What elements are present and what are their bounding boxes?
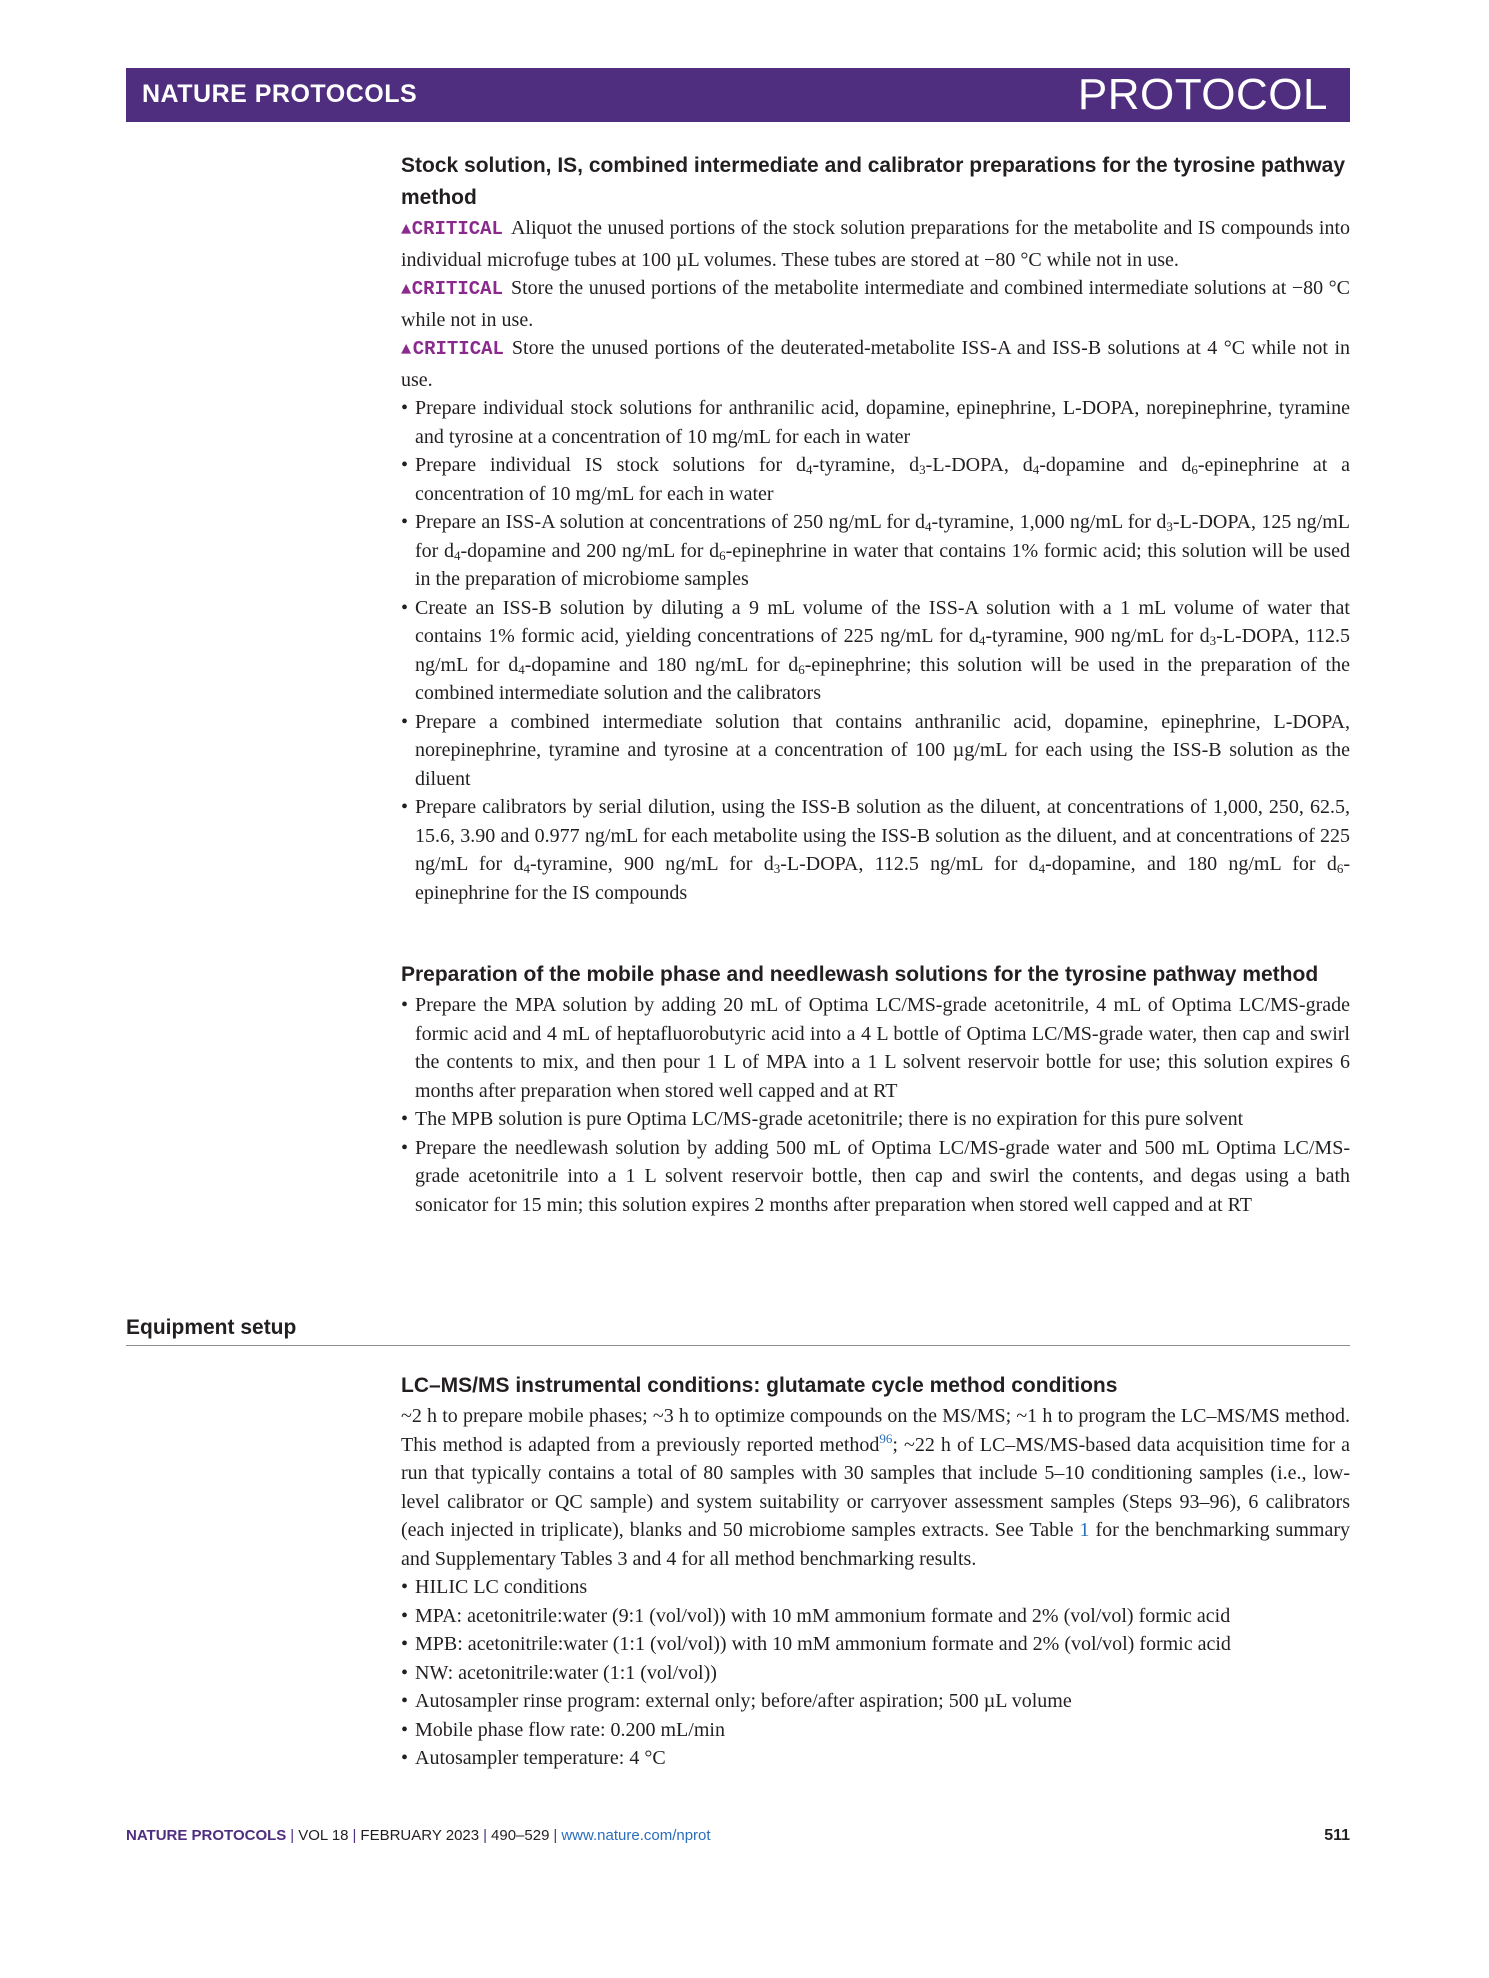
list-item: • Create an ISS-B solution by diluting a 9 mL volume of the ISS-A solution with a 1 mL volume of water that contains 1% formic acid, yielding concentrations of 225 ng/mL for $d_4$-tyramine, 900 ng/mL for $d_3-L$-DOPA, 112.5 ng/mL for $d_4$-dopamine and 180 ng/mL for $d_6$-epinephrine; this solution will be used in the preparation of the combined intermediate solution and the calibrators <box>401 594 1350 708</box>
list-item: • Autosampler rinse program: external only; before/after aspiration; 500 µL volume <box>401 1687 1350 1716</box>
section-lc-ms-conditions <box>401 1370 1350 1773</box>
list-item: • MPB: acetonitrile:water (1:1 (vol/vol)) with 10 mM ammonium formate and 2% (vol/vol) formic acid <box>401 1630 1350 1659</box>
page-number: 511 <box>1324 1827 1350 1844</box>
critical-label: ▲CRITICAL <box>401 218 503 240</box>
critical-triangle-icon: ▲ <box>401 281 412 300</box>
step-list <box>401 991 1350 1219</box>
critical-note: ▲CRITICAL Store the unused portions of the deuterated-metabolite ISS-A and ISS-B solutions at 4 °C while not in use. <box>401 337 1351 391</box>
list-item: • HILIC LC conditions <box>401 1573 1350 1602</box>
journal-name: NATURE PROTOCOLS <box>142 80 418 108</box>
footer-issue: FEBRUARY 2023 <box>360 1827 480 1844</box>
equipment-setup-heading: Equipment setup <box>126 1316 297 1339</box>
step-list <box>401 394 1350 907</box>
page-footer: NATURE PROTOCOLS | VOL 18 | FEBRUARY 2023 | 490–529 | www.nature.com/nprot 511 <box>126 1827 1350 1844</box>
footer-volume: VOL 18 <box>298 1827 349 1844</box>
list-item: • Prepare calibrators by serial dilution, using the ISS-B solution as the diluent, at concentrations of 1,000, 250, 62.5, 15.6, 3.90 and 0.977 ng/mL for each metabolite using the ISS-B solution as the diluent, and at concentrations of 225 ng/mL for $d_4$-tyramine, 900 ng/mL for $d_3-L$-DOPA, 112.5 ng/mL for $d_4$-dopamine, and 180 ng/mL for $d_6$-epinephrine for the IS compounds <box>401 793 1350 907</box>
list-item: • Prepare the needlewash solution by adding 500 mL of Optima LC/MS-grade water and 500 mL Optima LC/MS-grade acetonitrile into a 1 L solvent reservoir bottle, then cap and swirl the contents, and degas using a bath sonicator for 15 min; this solution expires 2 months after preparation when stored well capped and at RT <box>401 1134 1350 1220</box>
section-title: LC–MS/MS instrumental conditions: glutamate cycle method conditions <box>401 1374 1118 1397</box>
list-item: • Mobile phase flow rate: 0.200 mL/min <box>401 1716 1350 1745</box>
section-divider <box>126 1345 1350 1346</box>
list-item: • Prepare individual IS stock solutions for $d_4$-tyramine, $d_3-L$-DOPA, $d_4$-dopamine and $d_6$-epinephrine at a concentration of 10 mg/mL for each in water <box>401 451 1350 508</box>
footer-journal: NATURE PROTOCOLS <box>126 1827 287 1844</box>
critical-note: ▲CRITICAL Aliquot the unused portions of the stock solution preparations for the metabolite and IS compounds into individual microfuge tubes at 100 µL volumes. These tubes are stored at −80 °C while not in use. <box>401 217 1350 271</box>
list-item: • MPA: acetonitrile:water (9:1 (vol/vol)) with 10 mM ammonium formate and 2% (vol/vol) formic acid <box>401 1602 1350 1631</box>
section-title: Preparation of the mobile phase and needlewash solutions for the tyrosine pathway method <box>401 963 1319 986</box>
list-item: • Autosampler temperature: 4 °C <box>401 1744 1350 1773</box>
critical-label: ▲CRITICAL <box>401 278 503 300</box>
section-mobile-phase <box>401 959 1350 1219</box>
list-item: • NW: acetonitrile:water (1:1 (vol/vol)) <box>401 1659 1350 1688</box>
list-item: • Prepare a combined intermediate solution that contains anthranilic acid, dopamine, epinephrine, L-DOPA, norepinephrine, tyramine and tyrosine at a concentration of 100 µg/mL for each using the ISS-B solution as the diluent <box>401 708 1350 794</box>
critical-label: ▲CRITICAL <box>401 338 504 360</box>
footer-pages: 490–529 <box>491 1827 550 1844</box>
list-item: • The MPB solution is pure Optima LC/MS-grade acetonitrile; there is no expiration for this pure solvent <box>401 1105 1350 1134</box>
section-title: Stock solution, IS, combined intermediate and calibrator preparations for the tyrosine pathway method <box>401 154 1346 209</box>
list-item: • Prepare the MPA solution by adding 20 mL of Optima LC/MS-grade acetonitrile, 4 mL of Optima LC/MS-grade formic acid and 4 mL of heptafluorobutyric acid into a 4 L bottle of Optima LC/MS-grade water, then cap and swirl the contents to mix, and then pour 1 L of MPA into a 1 L solvent reservoir bottle for use; this solution expires 6 months after preparation when stored well capped and at RT <box>401 991 1350 1105</box>
list-item: • Prepare individual stock solutions for anthranilic acid, dopamine, epinephrine, L-DOPA, norepinephrine, tyramine and tyrosine at a concentration of 10 mg/mL for each in water <box>401 394 1350 451</box>
list-item: • Prepare an ISS-A solution at concentrations of 250 ng/mL for $d_4$-tyramine, 1,000 ng/mL for $d_3-L$-DOPA, 125 ng/mL for $d_4$-dopamine and 200 ng/mL for $d_6$-epinephrine in water that contains 1% formic acid; this solution will be used in the preparation of microbiome samples <box>401 508 1350 594</box>
condition-list <box>401 1573 1350 1773</box>
reference-link[interactable]: 96 <box>879 1430 893 1446</box>
critical-note: ▲CRITICAL Store the unused portions of the metabolite intermediate and combined intermediate solutions at −80 °C while not in use. <box>401 277 1351 331</box>
footer-url-link[interactable]: www.nature.com/nprot <box>561 1827 711 1844</box>
header-bar <box>126 68 1350 122</box>
section-paragraph: ~2 h to prepare mobile phases; ~3 h to optimize compounds on the MS/MS; ~1 h to program the LC–MS/MS method. This method is adapted from a previously reported method$^{96}$; ~22 h of LC–MS/MS-based data acquisition time for a run that typically contains a total of 80 samples with 30 samples that include 5–10 conditioning samples (i.e., low-level calibrator or QC sample) and system suitability or carryover assessment samples (Steps 93–96), 6 calibrators (each injected in triplicate), blanks and 50 microbiome samples extracts. See Table 1 for the benchmarking summary and Supplementary Tables 3 and 4 for all method benchmarking results. <box>401 1405 1351 1570</box>
article-type: PROTOCOL <box>1077 70 1328 119</box>
critical-triangle-icon: ▲ <box>401 221 412 240</box>
table-link[interactable]: 1 <box>1079 1519 1090 1541</box>
critical-triangle-icon: ▲ <box>401 341 413 360</box>
section-stock-solution <box>401 150 1350 907</box>
